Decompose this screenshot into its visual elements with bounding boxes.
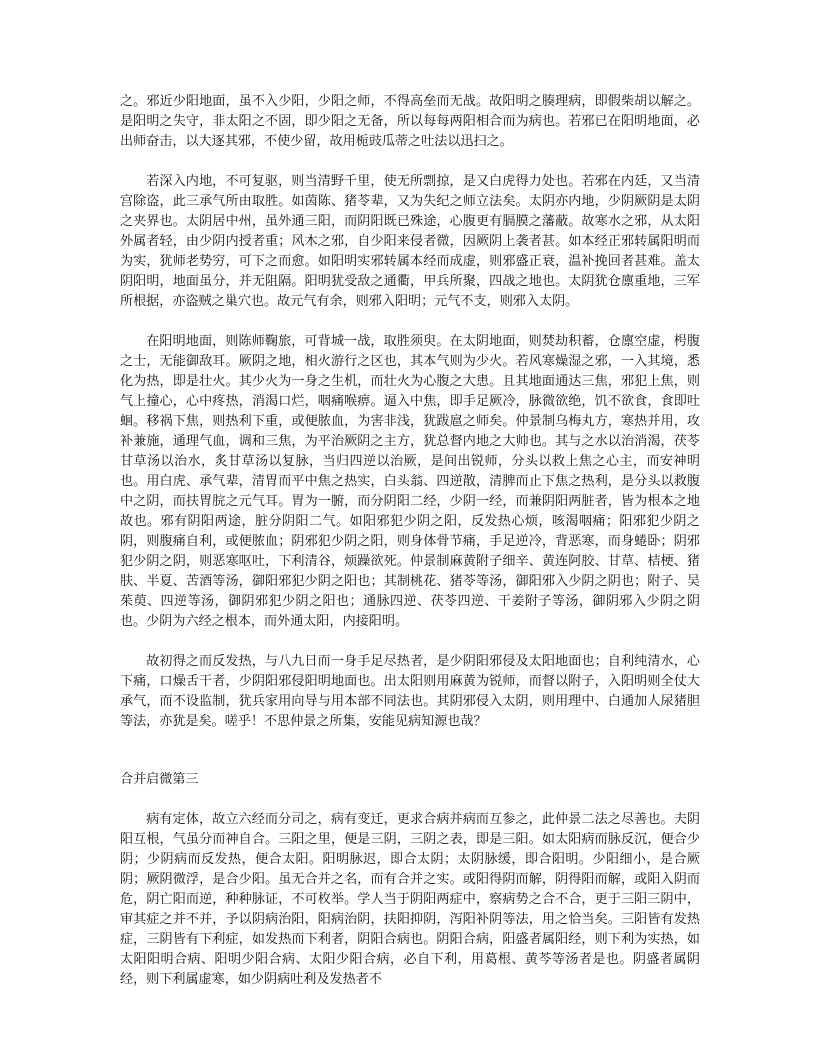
paragraph-1: 之。邪近少阳地面，虽不入少阳，少阳之师，不得高垒而无战。故阳明之腠理病，即假柴胡以解之。是阳明之失守，非太阳之不固，即少阳之无备，所以每每两阳相合而为病也。若邪已在阳明地面，必出师奋击，以大逐其邪，不使少留，故用栀豉瓜蒂之吐法以迅扫之。 [120,94,700,149]
paragraph-gap [120,312,700,332]
paragraph-3: 在阳明地面，则陈师鞠旅，可背城一战，取胜须臾。在太阴地面，则焚劫积蓄，仓廪空虚，枵腹之士，无能御敌耳。厥阴之地，相火游行之区也，其本气则为少火。若风寒燥湿之邪，一入其境，悉化为热，即是壮火。其少火为一身之生机，而壮火为心腹之大患。且其地面通达三焦，邪犯上焦，则气上撞心，心中疼热，消渴口烂，咽痛喉痹。逼入中焦，即手足厥冷，脉微欲绝，饥不欲食，食即吐蛔。移祸下焦，则热利下重，或便脓血，为害非浅，犹跋扈之师矣。仲景制乌梅丸方，寒热并用，攻补兼施，通理气血，调和三焦，为平治厥阴之主方，犹总督内地之大帅也。其与之水以治消渴，茯苓甘草汤以治水，炙甘草汤以复脉，当归四逆以治厥，是间出锐师，分头以救上焦之心主，而安神明也。用白虎、承气辈，清胃而平中焦之热实，白头翁、四逆散，清脾而止下焦之热利，是分头以救腹中之阴，而扶胃脘之元气耳。胃为一腑，而分阴阳二经，少阴一经，而兼阴阳两脏者，皆为根本之地故也。邪有阴阳两途，脏分阴阳二气。如阳邪犯少阴之阳，反发热心烦，咳渴咽痛；阳邪犯少阴之阴，则腹痛自利，或便脓血；阴邪犯少阴之阳，则身体骨节痛，手足逆冷，背恶寒，而身蜷卧；阴邪犯少阴之阴，则恶寒呕吐，下利清谷，烦躁欲死。仲景制麻黄附子细辛、黄连阿胶、甘草、桔梗、猪肤、半夏、苦酒等汤，御阳邪犯少阴之阳也；其制桃花、猪苓等汤，御阳邪入少阴之阴也；附子、吴茱萸、四逆等汤，御阴邪犯少阴之阳也；通脉四逆、茯苓四逆、干姜附子等汤，御阴邪入少阴之阴也。少阴为六经之根本，而外通太阳，内接阳明。 [120,334,700,629]
section-title: 合并启微第三 [120,772,199,787]
paragraph-4: 故初得之而反发热，与八九日而一身手足尽热者，是少阴阳邪侵及太阳地面也；自利纯清水，心下痛，口燥舌干者，少阴阳邪侵阳明地面也。出太阳则用麻黄为锐师，而督以附子，入阳明则全仗大承气，而不设监制，犹兵家用向导与用本部不同法也。其阴邪侵入太阴，则用理中、白通加人尿猪胆等法，亦犹是矣。嗟乎！不思仲景之所集，安能见病知源也哉？ [120,654,700,729]
paragraph-gap [120,152,700,172]
document-page [120,92,700,990]
paragraph-gap [120,790,700,810]
section-paragraph-1: 病有定体，故立六经而分司之，病有变迁，更求合病并病而互参之，此仲景二法之尽善也。夫阴阳互根，气虽分而神自合。三阳之里，便是三阴，三阴之表，即是三阳。如太阳病而脉反沉，便合少阴；少阴病而反发热，便合太阳。阳明脉迟，即合太阴；太阴脉缓，即合阳明。少阳细小，是合厥阴；厥阴微浮，是合少阳。虽无合并之名，而有合并之实。或阳得阴而解，阴得阳而解，或阳入阴而危，阴亡阳而逆，种种脉证，不可枚举。学人当于阴阳两症中，察病势之合不合，更于三阳三阴中，审其症之并不并，予以阴病治阳，阳病治阴，扶阳抑阴，泻阳补阴等法，用之恰当矣。三阳皆有发热症，三阴皆有下利症，如发热而下利者，阴阳合病也。阴阳合病，阳盛者属阳经，则下利为实热，如太阳阳明合病、阳明少阳合病、太阳少阳合病，必自下利，用葛根、黄芩等汤者是也。阴盛者属阴经，则下利属虚寒，如少阴病吐利及发热者不 [120,812,700,987]
paragraph-2: 若深入内地，不可复驱，则当清野千里，使无所剽掠，是又白虎得力处也。若邪在内廷，又当清宫除盗，此三承气所由取胜。如茵陈、猪苓辈，又为失纪之师立法矣。太阴亦内地，少阴厥阴是太阴之夹界也。太阴居中州，虽外通三阳，而阴阳既已殊途，心腹更有膈膜之藩蔽。故寒水之邪，从太阳外属者轻，由少阴内授者重；风木之邪，自少阳来侵者微，因厥阴上袭者甚。如本经正邪转属阳明而为实，犹师老势穷，可下之而愈。如阳明实邪转属本经而成虚，则邪盛正衰，温补挽回者甚难。盖太阴阳明，地面虽分，并无阻隔。阳明犹受敌之通衢，甲兵所聚，四战之地也。太阴犹仓廪重地，三军所根据，亦盗贼之巢穴也。故元气有余，则邪入阳明；元气不支，则邪入太阴。 [120,174,700,309]
section-gap [120,732,700,770]
paragraph-gap [120,632,700,652]
